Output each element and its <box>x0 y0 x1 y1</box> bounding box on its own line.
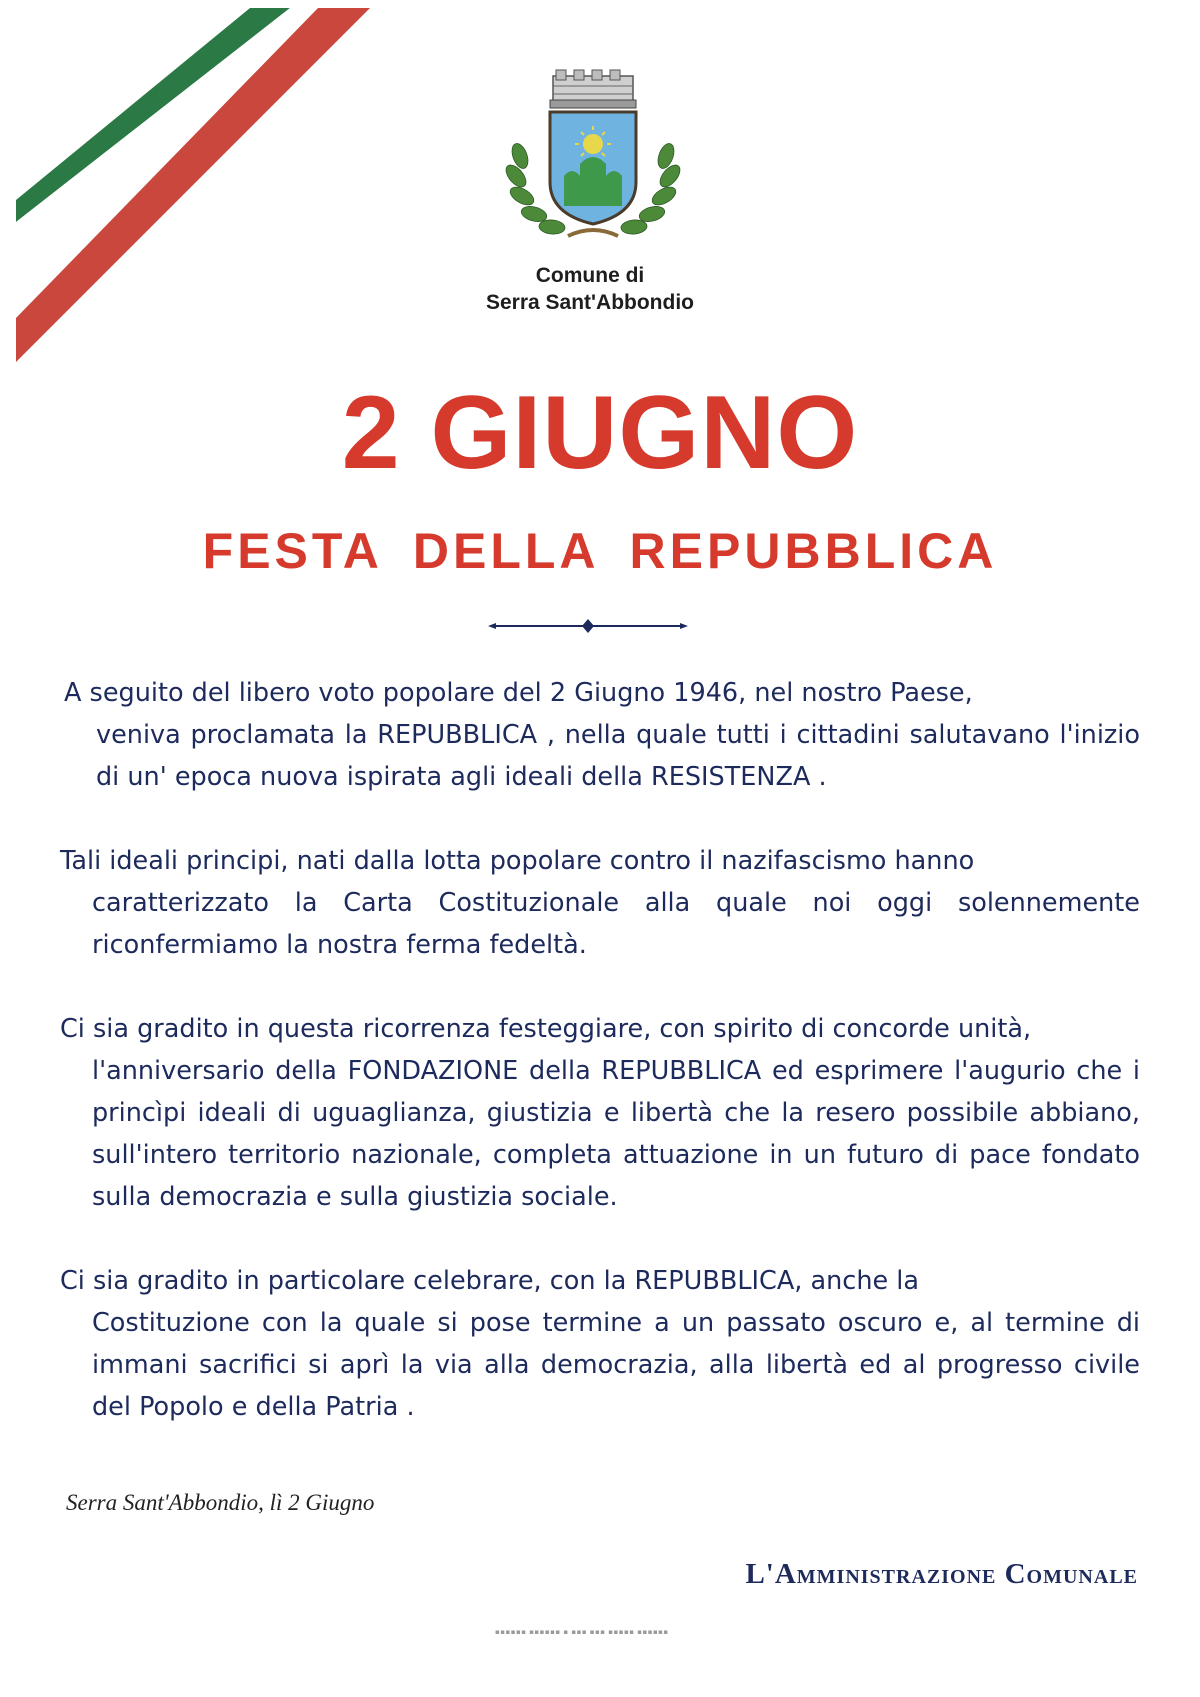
paragraph-rest: l'anniversario della FONDAZIONE della REPUBBLICA ed esprimere l'augurio che i princìpi ideali di uguaglianza, giustizia e libertà che la resero possibile abbiano, sull'intero territorio nazionale, completa attuazione in un futuro di pace fondato sulla democrazia e sulla giustizia sociale. <box>92 1056 1140 1212</box>
signature: L'Amministrazione Comunale <box>745 1558 1138 1590</box>
comune-name <box>380 262 800 316</box>
comune-line-1: Comune di <box>535 264 645 287</box>
place-date: Serra Sant'Abbondio, lì 2 Giugno <box>66 1490 375 1515</box>
page-title: 2 GIUGNO <box>341 375 859 491</box>
paragraph-first-line: Tali ideali principi, nati dalla lotta popolare contro il nazifascismo hanno <box>60 846 975 876</box>
paragraph-first-line: Ci sia gradito in particolare celebrare, con la REPUBBLICA, anche la <box>60 1266 919 1296</box>
paragraph-first-line: Ci sia gradito in questa ricorrenza festeggiare, con spirito di concorde unità, <box>60 1014 1032 1044</box>
proclamation-text <box>60 672 1140 1470</box>
coat-of-arms <box>498 64 688 254</box>
page-subtitle: FESTA DELLA REPUBBLICA <box>202 523 998 579</box>
comune-line-2: Serra Sant'Abbondio <box>485 291 694 314</box>
crown-icon <box>550 70 636 108</box>
ornament-divider <box>488 616 688 636</box>
paragraph-rest: Costituzione con la quale si pose termine a un passato oscuro e, al termine di immani sacrifici si aprì la via alla democrazia, alla libertà ed al progresso civile del Popolo e della Patria . <box>92 1308 1140 1422</box>
paragraph <box>60 672 1140 798</box>
paragraph-rest: veniva proclamata la REPUBBLICA , nella quale tutti i cittadini salutavano l'inizio di un' epoca nuova ispirata agli ideali della RESISTENZA . <box>96 720 1140 792</box>
paragraph <box>60 840 1140 966</box>
paragraph-first-line: A seguito del libero voto popolare del 2 Giugno 1946, nel nostro Paese, <box>64 678 973 708</box>
tricolore-ribbons <box>0 0 420 420</box>
printer-note: ▪▪▪▪▪▪ ▪▪▪▪▪▪ ▪ ▪▪▪ ▪▪▪ ▪▪▪▪▪ ▪▪▪▪▪▪ <box>495 1628 669 1636</box>
shield-icon <box>550 112 636 224</box>
diamond-icon <box>582 619 594 633</box>
paragraph <box>60 1260 1140 1428</box>
paragraph <box>60 1008 1140 1218</box>
paragraph-rest: caratterizzato la Carta Costituzionale alla quale noi oggi solennemente riconfermiamo la nostra ferma fedeltà. <box>92 888 1140 960</box>
